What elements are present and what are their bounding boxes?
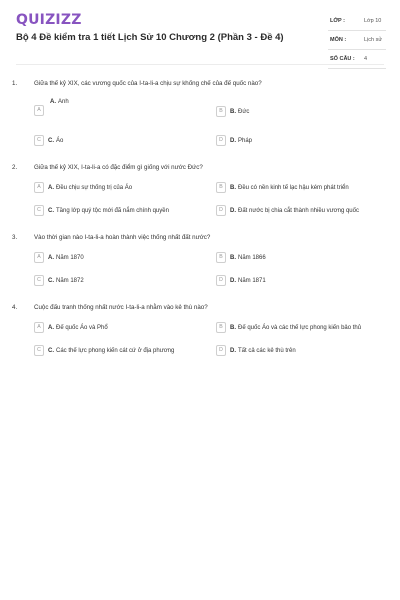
option-letter-box: B: [216, 322, 226, 333]
option-letter-box: B: [216, 182, 226, 193]
option-letter-box: A: [34, 252, 44, 263]
meta-subject-label: MÔN :: [330, 37, 347, 43]
worksheet-title: Bộ 4 Đề kiểm tra 1 tiết Lịch Sử 10 Chương 2 (Phần 3 - Đề 4): [16, 32, 284, 43]
option-letter-box: A: [34, 322, 44, 333]
question-text: Giữa thế kỷ XIX, các vương quốc của I-ta-li-a chịu sự khống chế của đế quốc nào?: [34, 80, 262, 87]
option-text: Đức: [238, 109, 250, 115]
header-divider: [16, 64, 384, 65]
quizizz-logo: QUIZIZZ: [16, 12, 82, 28]
meta-count-value: 4: [364, 56, 368, 62]
option-letter-box: D: [216, 205, 226, 216]
option-letter-box: D: [216, 135, 226, 146]
option-letter-box: C: [34, 345, 44, 356]
option-letter-box: D: [216, 275, 226, 286]
option-label: A.: [48, 255, 54, 261]
option-text: Năm 1871: [238, 278, 266, 284]
meta-grade: [328, 14, 386, 31]
option-letter-box: A: [34, 105, 44, 116]
option-text: Anh: [58, 99, 69, 105]
option-label: C.: [48, 208, 54, 214]
option-label: B.: [230, 325, 236, 331]
meta-count-label: SỐ CÂU :: [330, 56, 355, 62]
question-number: 2.: [12, 164, 18, 171]
option-label: A.: [48, 185, 54, 191]
option-label: C.: [48, 278, 54, 284]
option-text: Tầng lớp quý tộc mới đã nắm chính quyền: [56, 208, 169, 214]
option-label: C.: [48, 138, 54, 144]
option-letter-box: B: [216, 106, 226, 117]
option-text: Pháp: [238, 138, 253, 144]
question-number: 3.: [12, 234, 18, 241]
option-text: Năm 1866: [238, 255, 266, 261]
option-text: Đế quốc Áo và các thế lực phong kiến bảo thủ: [238, 325, 362, 331]
option-text: Năm 1872: [56, 278, 84, 284]
option-text: Đất nước bị chia cắt thành nhiều vương quốc: [238, 208, 359, 214]
option-label: D.: [230, 138, 236, 144]
question-text: Cuộc đấu tranh thống nhất nước I-ta-li-a nhằm vào kẻ thù nào?: [34, 304, 208, 311]
option-text: Đều chịu sự thống trị của Áo: [56, 185, 133, 191]
option-text: Áo: [56, 138, 64, 144]
option-label: B.: [230, 185, 236, 191]
question-number: 1.: [12, 80, 18, 87]
question-text: Vào thời gian nào I-ta-li-a hoàn thành việc thống nhất đất nước?: [34, 234, 211, 241]
question-number: 4.: [12, 304, 18, 311]
option-label: D.: [230, 278, 236, 284]
meta-subject-value: Lịch sử: [364, 37, 383, 43]
option-text: Tất cả các kẻ thù trên: [238, 348, 296, 354]
worksheet-meta: [328, 14, 386, 71]
option-text: Năm 1870: [56, 255, 84, 261]
option-label: A.: [50, 99, 56, 105]
option-letter-box: A: [34, 182, 44, 193]
meta-question-count: [328, 52, 386, 69]
option-letter-box: C: [34, 275, 44, 286]
option-text: Các thế lực phong kiến cát cứ ở địa phương: [56, 348, 175, 354]
question-text: Giữa thế kỷ XIX, I-ta-li-a có đặc điểm gì giống với nước Đức?: [34, 164, 203, 171]
option-letter-box: D: [216, 345, 226, 356]
meta-grade-value: Lớp 10: [364, 18, 382, 24]
meta-grade-label: LỚP :: [330, 18, 345, 24]
option-letter-box: B: [216, 252, 226, 263]
meta-subject: [328, 33, 386, 50]
option-text: Đế quốc Áo và Phổ: [56, 325, 108, 331]
option-label: C.: [48, 348, 54, 354]
option-label: D.: [230, 208, 236, 214]
option-label: A.: [48, 325, 54, 331]
option-label: D.: [230, 348, 236, 354]
option-label: B.: [230, 255, 236, 261]
option-label: B.: [230, 109, 236, 115]
option-letter-box: C: [34, 205, 44, 216]
option-letter-box: C: [34, 135, 44, 146]
option-text: Đều có nền kinh tế lạc hậu kém phát triển: [238, 185, 349, 191]
